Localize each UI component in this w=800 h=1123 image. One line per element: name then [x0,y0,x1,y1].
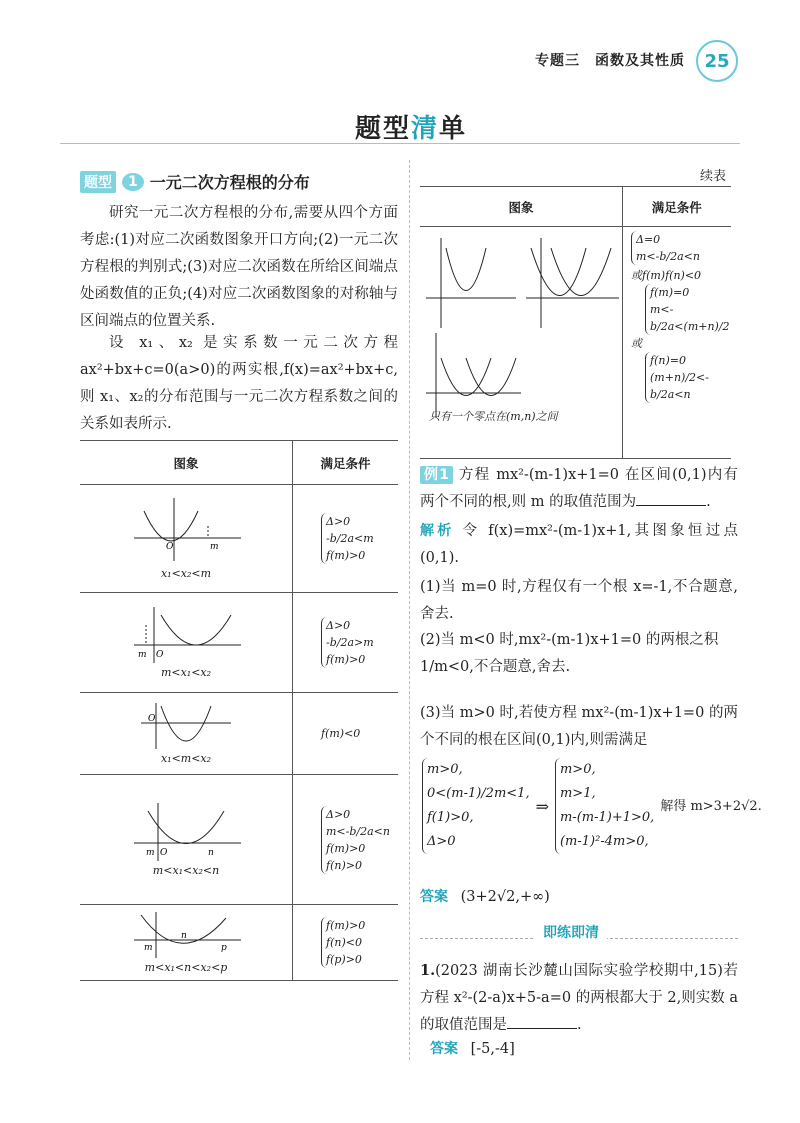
section-heading [80,170,310,193]
table-row [80,485,398,593]
graph-caption: m<x₁<x₂ [160,665,212,679]
system-item: m>1, [559,786,596,801]
condition-item: Δ=0 [636,233,661,246]
parabola-graph-3 [136,701,236,751]
table-row [420,227,731,459]
condition-item: f(m)>0 [326,919,366,932]
condition-item: f(m)<0 [293,693,399,775]
system-item: m>0, [427,762,463,777]
system-item: (m-1)²-4m>0, [559,834,649,849]
svg-text:m: m [210,541,219,552]
svg-text:n: n [208,847,214,858]
parabola-graph-1 [126,496,246,566]
table-row [80,905,398,981]
table-row [80,775,398,905]
section-number: 1 [122,173,144,191]
condition-item: -b/2a<m [326,532,374,545]
svg-text:p: p [221,942,227,953]
analysis-line-2: (1)当 m=0 时,方程仅有一个根 x=-1,不合题意,舍去. [420,579,738,622]
answer-tag: 答案 [430,1041,458,1057]
answer-blank [636,491,706,506]
table-head-graph: 图象 [80,441,293,485]
answer-tag: 答案 [420,889,448,905]
header-topic: 专题三 函数及其性质 [535,53,685,69]
analysis-text: 令 f(x)=mx²-(m-1)x+1,其图象恒过点(0,1). [420,523,739,566]
condition-item: 或 [631,337,642,350]
practice-question: 1.(2023 湖南长沙麓山国际实验学校期中,15)若方程 x²-(2-a)x+5-a=0 的两根都大于 2,则实数 a 的取值范围是 . [420,962,738,1033]
condition-item: f(n)<0 [326,936,362,949]
system-item: Δ>0 [427,834,456,849]
graph-caption: m<x₁<n<x₂<p [144,960,228,974]
implies-arrow: ⇒ [535,796,549,816]
answer-value: [-5,-4] [470,1041,515,1057]
system-item: f(1)>0, [427,810,474,825]
condition-item: Δ>0 [326,515,351,528]
svg-text:O: O [160,847,168,858]
condition-item: m<-b/2a<(m+n)/2 [650,303,730,333]
graph-caption: m<x₁<x₂<n [152,863,220,877]
graph-caption: x₁<x₂<m [160,566,212,580]
analysis-line-3: (2)当 m<0 时,mx²-(m-1)x+1=0 的两根之积 [420,632,719,648]
condition-item: f(m)=0 [650,286,690,299]
svg-text:O: O [148,713,156,724]
solve-result: 解得 m>3+2√2. [660,798,762,814]
inequality-system [422,758,762,854]
practice-text: (2023 湖南长沙麓山国际实验学校期中,15)若方程 x²-(2-a)x+5-a=0 的两根都大于 2,则实数 a 的取值范围是 [420,963,738,1033]
svg-text:m: m [146,847,155,858]
condition-item: f(m)>0 [326,549,366,562]
continued-label: 续表 [700,169,727,184]
condition-item: -b/2a>m [326,636,374,649]
answer-blank [507,1014,577,1029]
graph-caption: 只有一个零点在(m,n)之间 [429,410,558,423]
condition-item: f(m)>0 [326,653,366,666]
system-item: 0<(m-1)/2m<1, [427,786,530,801]
condition-item: Δ>0 [326,807,351,821]
svg-text:m: m [138,649,147,660]
analysis-line-3b: 1/m<0,不合题意,舍去. [420,659,571,675]
condition-item: f(n)>0 [326,858,362,872]
condition-item: m<-b/2a<n [636,250,700,263]
svg-text:O: O [156,649,164,660]
practice-title: 即练即清 [535,922,607,942]
parabola-graph-4 [126,801,246,863]
table-row [80,693,398,775]
example-answer [420,884,550,911]
analysis-line-1 [420,518,738,572]
parabola-graph-2 [126,605,246,665]
analysis-tag: 解析 [420,523,455,539]
section-title: 一元二次方程根的分布 [149,173,310,192]
continued-table [420,186,731,459]
graph-caption: x₁<m<x₂ [160,751,212,765]
svg-text:O: O [166,541,174,552]
condition-item: 或f(m)f(n)<0 [631,269,702,282]
practice-number: 1. [420,962,436,979]
system-item: m-(m-1)+1>0, [559,810,655,825]
analysis-line-4: (3)当 m>0 时,若使方程 mx²-(m-1)x+1=0 的两个不同的根在区间(0,1)内,则需满足 [420,705,738,748]
parabola-graphs-single-zero [421,233,621,423]
system-item: m>0, [559,762,596,777]
example-question: 例1 方程 mx²-(m-1)x+1=0 在区间(0,1)内有两个不同的根,则 m 的取值范围为 . [420,467,738,510]
banner-title: 题型清单 [355,114,468,144]
svg-text:n: n [181,930,187,941]
condition-item: m<-b/2a<n [326,824,390,838]
parabola-graph-5 [126,910,246,960]
section-tag: 题型 [80,171,116,193]
condition-item: f(m)>0 [326,841,366,855]
answer-value: (3+2√2,+∞) [460,889,550,905]
example-text: 方程 mx²-(m-1)x+1=0 在区间(0,1)内有两个不同的根,则 m 的取值范围为 [420,467,738,510]
table-head-condition: 满足条件 [623,187,731,227]
table-head-condition: 满足条件 [293,441,399,485]
svg-text:m: m [144,942,153,953]
condition-item: f(n)=0 [650,354,686,367]
column-divider [409,160,410,1060]
table-head-graph: 图象 [420,187,623,227]
example-label: 例1 [420,466,453,484]
intro-paragraph-1: 研究一元二次方程根的分布,需要从四个方面考虑:(1)对应二次函数图象开口方向;(2)一元二次方程根的判别式;(3)对应二次函数在所给区间端点处函数值的正负;(4)对应二次函数图象的对称轴与区间端点的位置关系. [80,205,398,329]
distribution-table [80,440,398,981]
condition-item: (m+n)/2<-b/2a<n [650,371,709,401]
page-number: 25 [696,40,738,82]
condition-item: f(p)>0 [326,953,362,966]
practice-answer [430,1036,515,1063]
intro-paragraph-2: 设 x₁、x₂ 是实系数一元二次方程 ax²+bx+c=0(a>0)的两实根,f(x)=ax²+bx+c,则 x₁、x₂的分布范围与一元二次方程系数之间的关系如表所示. [80,335,398,432]
table-row [80,593,398,693]
condition-item: Δ>0 [326,619,351,632]
